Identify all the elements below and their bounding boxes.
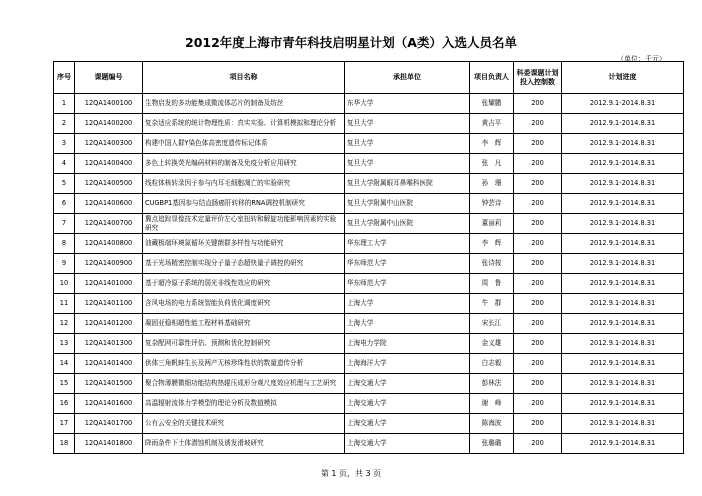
cell-schedule: 2012.9.1-2014.8.31 [562, 274, 684, 294]
cell-institution: 上海电力学院 [345, 334, 470, 354]
cell-project-name: 冀点追踪显像技术定量评价左心室扭转和解旋功能影响因素的实验研究 [143, 214, 345, 234]
cell-index: 12 [54, 314, 75, 334]
cell-institution: 复旦大学附属中山医院 [345, 194, 470, 214]
header-leader: 项目负责人 [470, 62, 514, 94]
cell-leader: 彭林法 [470, 374, 514, 394]
cell-code: 12QA1401800 [75, 434, 143, 454]
cell-code: 12QA1401200 [75, 314, 143, 334]
cell-schedule: 2012.9.1-2014.8.31 [562, 94, 684, 114]
cell-institution: 上海交通大学 [345, 434, 470, 454]
cell-institution: 复旦大学 [345, 154, 470, 174]
cell-project-name: 含风电场的电力系统智能负荷优化调度研究 [143, 294, 345, 314]
cell-index: 15 [54, 374, 75, 394]
cell-project-name: 降雨条件下土体潜蚀机制及诱发滑坡研究 [143, 434, 345, 454]
header-project-name: 项目名称 [143, 62, 345, 94]
cell-leader: 张诗按 [470, 254, 514, 274]
cell-code: 12QA1401600 [75, 394, 143, 414]
cell-institution: 复旦大学 [345, 114, 470, 134]
table-row [54, 214, 684, 234]
cell-institution: 上海交通大学 [345, 374, 470, 394]
table-row [54, 314, 684, 334]
cell-code: 12QA1400500 [75, 174, 143, 194]
table-row [54, 194, 684, 214]
cell-leader: 牛 群 [470, 294, 514, 314]
cell-code: 12QA1401000 [75, 274, 143, 294]
cell-index: 18 [54, 434, 75, 454]
cell-project-name: 复杂配网可靠性评估、预测和优化控制研究 [143, 334, 345, 354]
cell-institution: 华东师范大学 [345, 254, 470, 274]
cell-code: 12QA1400100 [75, 94, 143, 114]
cell-institution: 上海大学 [345, 294, 470, 314]
header-schedule: 计划进度 [562, 62, 684, 94]
cell-leader: 董丽莉 [470, 214, 514, 234]
unit-note: （单位：千元） [617, 55, 666, 63]
cell-leader: 宋长江 [470, 314, 514, 334]
table-row [54, 154, 684, 174]
page-footer: 第 1 页，共 3 页 [320, 469, 382, 478]
cell-schedule: 2012.9.1-2014.8.31 [562, 374, 684, 394]
cell-index: 16 [54, 394, 75, 414]
table-row [54, 274, 684, 294]
cell-index: 1 [54, 94, 75, 114]
cell-leader: 李 辉 [470, 234, 514, 254]
cell-schedule: 2012.9.1-2014.8.31 [562, 394, 684, 414]
cell-project-name: 多色上转换荧光编码材料的制备及免疫分析应用研究 [143, 154, 345, 174]
cell-index: 6 [54, 194, 75, 214]
cell-schedule: 2012.9.1-2014.8.31 [562, 314, 684, 334]
cell-funding: 200 [514, 434, 562, 454]
cell-project-name: 线粒体核转录因子参与内耳毛细胞凋亡的实验研究 [143, 174, 345, 194]
cell-leader: 张 凡 [470, 154, 514, 174]
cell-code: 12QA1400800 [75, 234, 143, 254]
cell-funding: 200 [514, 254, 562, 274]
cell-project-name: CUGBP1基因参与结直肠癌肝转移的RNA调控机制研究 [143, 194, 345, 214]
cell-institution: 上海大学 [345, 314, 470, 334]
table-row [54, 294, 684, 314]
cell-index: 8 [54, 234, 75, 254]
cell-institution: 复旦大学附属眼耳鼻喉科医院 [345, 174, 470, 194]
cell-project-name: 基于光场精密控制实现分子量子态超快量子调控的研究 [143, 254, 345, 274]
cell-leader: 孙 珊 [470, 174, 514, 194]
cell-leader: 黄吉平 [470, 114, 514, 134]
cell-code: 12QA1401100 [75, 294, 143, 314]
cell-funding: 200 [514, 394, 562, 414]
cell-schedule: 2012.9.1-2014.8.31 [562, 114, 684, 134]
table-row [54, 114, 684, 134]
cell-funding: 200 [514, 354, 562, 374]
cell-schedule: 2012.9.1-2014.8.31 [562, 174, 684, 194]
cell-funding: 200 [514, 274, 562, 294]
header-institution: 承担单位 [345, 62, 470, 94]
cell-schedule: 2012.9.1-2014.8.31 [562, 294, 684, 314]
cell-index: 7 [54, 214, 75, 234]
cell-leader: 李 辉 [470, 134, 514, 154]
cell-project-name: 聚合物薄膜微细功能结构热辊压成形分观尺度效应机理与工艺研究 [143, 374, 345, 394]
cell-code: 12QA1400200 [75, 114, 143, 134]
cell-funding: 200 [514, 374, 562, 394]
cell-funding: 200 [514, 154, 562, 174]
document-title: 2012年度上海市青年科技启明星计划（A类）入选人员名单 [185, 35, 517, 50]
cell-schedule: 2012.9.1-2014.8.31 [562, 234, 684, 254]
table-row [54, 434, 684, 454]
cell-project-name: 复杂适应系统的统计物理性质：真实实验、计算机模拟和理论分析 [143, 114, 345, 134]
table-row [54, 174, 684, 194]
cell-funding: 200 [514, 414, 562, 434]
cell-funding: 200 [514, 334, 562, 354]
cell-schedule: 2012.9.1-2014.8.31 [562, 154, 684, 174]
cell-institution: 复旦大学附属中山医院 [345, 214, 470, 234]
cell-funding: 200 [514, 234, 562, 254]
header-code: 课题编号 [75, 62, 143, 94]
cell-leader: 谢 峰 [470, 394, 514, 414]
cell-leader: 周 鲁 [470, 274, 514, 294]
table-row [54, 334, 684, 354]
cell-leader: 张璐璐 [470, 434, 514, 454]
cell-leader: 陈海波 [470, 414, 514, 434]
cell-project-name: 凝固亚稳相超性能工程材料基础研究 [143, 314, 345, 334]
cell-institution: 东华大学 [345, 94, 470, 114]
cell-funding: 200 [514, 174, 562, 194]
cell-project-name: 高温辐射流体力学模型的理论分析及数值模拟 [143, 394, 345, 414]
cell-institution: 华东理工大学 [345, 234, 470, 254]
cell-index: 3 [54, 134, 75, 154]
cell-index: 13 [54, 334, 75, 354]
cell-index: 2 [54, 114, 75, 134]
cell-schedule: 2012.9.1-2014.8.31 [562, 214, 684, 234]
cell-index: 11 [54, 294, 75, 314]
table-row [54, 374, 684, 394]
cell-project-name: 供体三角帆蚌生长及两产无核珍珠性状的数量遗传分析 [143, 354, 345, 374]
cell-leader: 白志毅 [470, 354, 514, 374]
cell-project-name: 基于超冷原子系统的弱光非线性效应的研究 [143, 274, 345, 294]
cell-funding: 200 [514, 194, 562, 214]
cell-leader: 金义雄 [470, 334, 514, 354]
cell-code: 12QA1400900 [75, 254, 143, 274]
table-header-row [54, 62, 684, 94]
cell-project-name: 公有云安全的关键技术研究 [143, 414, 345, 434]
cell-funding: 200 [514, 294, 562, 314]
header-index: 序号 [54, 62, 75, 94]
cell-schedule: 2012.9.1-2014.8.31 [562, 434, 684, 454]
cell-index: 14 [54, 354, 75, 374]
cell-code: 12QA1400600 [75, 194, 143, 214]
cell-project-name: 构建中国人群Y染色体高密度遗传标记体系 [143, 134, 345, 154]
cell-code: 12QA1401700 [75, 414, 143, 434]
cell-schedule: 2012.9.1-2014.8.31 [562, 354, 684, 374]
cell-schedule: 2012.9.1-2014.8.31 [562, 134, 684, 154]
cell-institution: 上海海洋大学 [345, 354, 470, 374]
cell-schedule: 2012.9.1-2014.8.31 [562, 194, 684, 214]
table-row [54, 394, 684, 414]
table-row [54, 94, 684, 114]
cell-project-name: 油藏极端环境氮循环关键菌群多样性与功能研究 [143, 234, 345, 254]
cell-code: 12QA1401400 [75, 354, 143, 374]
table-row [54, 134, 684, 154]
header-funding: 科委课题计划投入控制数 [514, 62, 562, 94]
cell-funding: 200 [514, 314, 562, 334]
cell-leader: 钟芸诗 [470, 194, 514, 214]
table-row [54, 414, 684, 434]
cell-code: 12QA1400700 [75, 214, 143, 234]
cell-index: 10 [54, 274, 75, 294]
cell-institution: 上海交通大学 [345, 394, 470, 414]
cell-schedule: 2012.9.1-2014.8.31 [562, 254, 684, 274]
cell-schedule: 2012.9.1-2014.8.31 [562, 334, 684, 354]
cell-index: 17 [54, 414, 75, 434]
cell-code: 12QA1400300 [75, 134, 143, 154]
cell-funding: 200 [514, 94, 562, 114]
cell-index: 9 [54, 254, 75, 274]
table-row [54, 234, 684, 254]
cell-institution: 上海交通大学 [345, 414, 470, 434]
cell-code: 12QA1401300 [75, 334, 143, 354]
cell-institution: 复旦大学 [345, 134, 470, 154]
cell-funding: 200 [514, 214, 562, 234]
cell-funding: 200 [514, 114, 562, 134]
cell-leader: 张耀鹏 [470, 94, 514, 114]
cell-institution: 华东师范大学 [345, 274, 470, 294]
table-row [54, 354, 684, 374]
cell-index: 4 [54, 154, 75, 174]
cell-code: 12QA1400400 [75, 154, 143, 174]
cell-code: 12QA1401500 [75, 374, 143, 394]
cell-funding: 200 [514, 134, 562, 154]
table-row [54, 254, 684, 274]
selection-table [53, 61, 684, 454]
cell-project-name: 生物启发的多功能集成微流体芯片的制备及纺丝 [143, 94, 345, 114]
cell-schedule: 2012.9.1-2014.8.31 [562, 414, 684, 434]
cell-index: 5 [54, 174, 75, 194]
